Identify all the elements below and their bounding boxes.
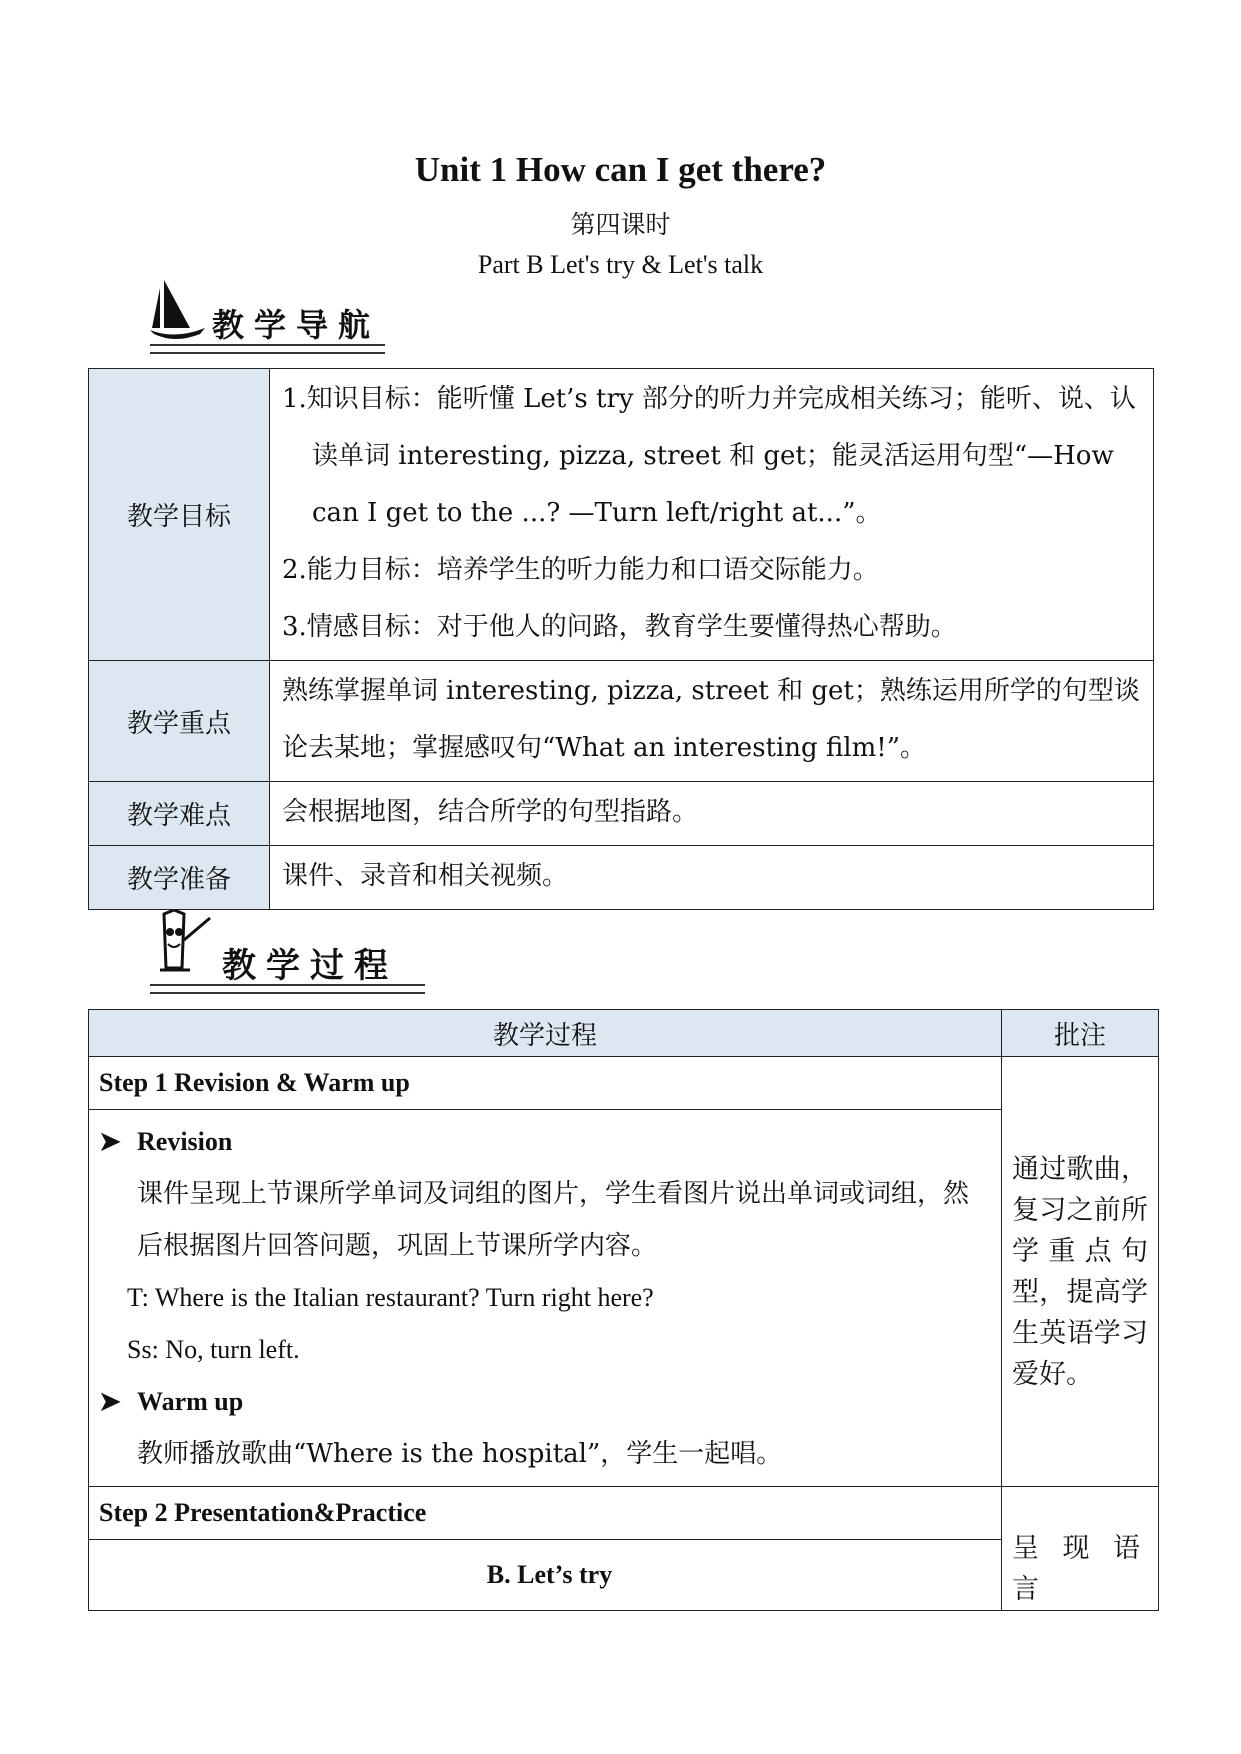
row-content: 熟练掌握单词 interesting, pizza, street 和 get；熟练运用所学的句型谈论去某地；掌握感叹句“What an interesting film!”。 xyxy=(270,661,1154,782)
revision-text: 课件呈现上节课所学单词及词组的图片，学生看图片说出单词或词组，然后根据图片回答问题，巩固上节课所学内容。 xyxy=(137,1179,970,1261)
row-content: 课件、录音和相关视频。 xyxy=(270,846,1154,910)
note-text: 呈现语言 xyxy=(1012,1533,1148,1605)
step1-body-row xyxy=(89,1110,1159,1487)
process-header-row xyxy=(89,1010,1159,1057)
row-label: 教学准备 xyxy=(89,846,270,910)
dialog-students: Ss: No, turn left. xyxy=(127,1335,300,1364)
nav-heading xyxy=(150,284,385,344)
arrow-bullet-icon: ➤ xyxy=(99,1127,121,1156)
step1-note xyxy=(1002,1057,1159,1487)
objective-row-goals xyxy=(89,369,1154,661)
warmup-bullet xyxy=(99,1376,991,1428)
goal-knowledge: 1.知识目标：能听懂 Let’s try 部分的听力并完成相关练习；能听、说、认读单词 interesting, pizza, street 和 get；能灵活运用句型“—How can I get to the ...? —Turn left/right at...”。 xyxy=(282,384,1136,528)
objective-row-key xyxy=(89,661,1154,782)
lesson-subtitle: 第四课时 xyxy=(570,210,671,239)
pencil-mascot-icon xyxy=(150,910,216,980)
step2-title-row xyxy=(89,1487,1159,1540)
dialog-teacher: T: Where is the Italian restaurant? Turn right here? xyxy=(127,1283,654,1312)
objectives-table xyxy=(88,368,1154,910)
process-heading-text: 教学过程 xyxy=(222,946,398,986)
revision-bullet xyxy=(99,1116,991,1168)
col-header-notes: 批注 xyxy=(1002,1010,1159,1057)
objective-row-prep xyxy=(89,846,1154,910)
step1-body xyxy=(89,1110,1002,1487)
row-label: 教学重点 xyxy=(89,661,270,782)
step2-title: Step 2 Presentation&Practice xyxy=(89,1487,1002,1540)
goal-ability: 2.能力目标：培养学生的听力能力和口语交际能力。 xyxy=(282,555,879,585)
page-title: Unit 1 How can I get there? xyxy=(414,150,827,189)
process-heading xyxy=(150,920,425,984)
row-content: 会根据地图，结合所学的句型指路。 xyxy=(270,782,1154,846)
col-header-process: 教学过程 xyxy=(89,1010,1002,1057)
heading-underline xyxy=(150,984,425,994)
warmup-label: Warm up xyxy=(137,1387,244,1416)
row-content xyxy=(270,369,1154,661)
step2-note xyxy=(1002,1487,1159,1611)
process-table xyxy=(88,1009,1159,1611)
step1-title-row xyxy=(89,1057,1159,1110)
revision-label: Revision xyxy=(137,1127,233,1156)
note-text: 通过歌曲，复习之前所学重点句型，提高学生英语学习爱好。 xyxy=(1012,1153,1148,1390)
goal-emotion: 3.情感目标：对于他人的问路，教育学生要懂得热心帮助。 xyxy=(282,612,957,642)
objective-row-difficulty xyxy=(89,782,1154,846)
nav-heading-text: 教学导航 xyxy=(212,306,381,344)
step1-title: Step 1 Revision & Warm up xyxy=(89,1057,1002,1110)
row-label: 教学目标 xyxy=(89,369,270,661)
sailboat-icon xyxy=(150,278,210,342)
step2-sub-row xyxy=(89,1540,1159,1611)
heading-underline xyxy=(150,344,385,354)
arrow-bullet-icon: ➤ xyxy=(99,1387,121,1416)
row-label: 教学难点 xyxy=(89,782,270,846)
warmup-text: 教师播放歌曲“Where is the hospital”，学生一起唱。 xyxy=(137,1439,783,1469)
part-subtitle: Part B Let's try & Let's talk xyxy=(477,250,764,279)
step2-subtitle: B. Let’s try xyxy=(89,1540,1002,1611)
